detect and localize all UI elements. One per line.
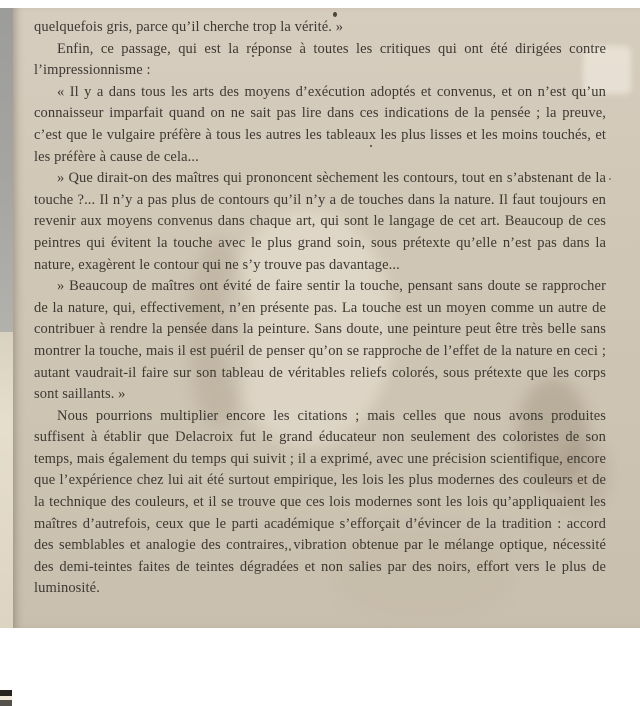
text-block: [34, 17, 606, 600]
paragraph: » Beaucoup de maîtres ont évité de faire sentir la touche, pensant sans doute se rapprocher de la nature, qui, effectivement, n’en présente pas. La touche est un moyen comme un autre de contribuer à rendre la pensée dans la peinture. Sans doute, une peinture peut être très belle sans montrer la touche, mais il est puéril de penser qu’on se rapproche de l’effet de la nature en ceci ; autant vaudrait-il faire sur son tableau de véritables reliefs colorés, sous prétexte que les corps sont saillants. »: [34, 278, 606, 403]
paragraph: » Que dirait-on des maîtres qui prononcent sèchement les contours, tout en s’abstenant de la touche ?... Il n’y a pas plus de contours qu’il n’y a de touches dans la nature. Il faut toujours en revenir aux moyens convenus dans chaque art, qui sont le langage de cet art. Beaucoup de ces peintres qui évitent la touche avec le plus grand soin, sous prétexte qu’elle n’est pas dans la nature, exagèrent le contour qui ne s’y trouve pas davantage...: [34, 170, 606, 273]
page-edge-dark-band: [0, 700, 12, 706]
gray-backdrop: [0, 8, 14, 332]
paper-speck: [609, 178, 611, 180]
book-page-edges: [0, 332, 13, 628]
photo-frame-top: [0, 0, 640, 8]
paragraph: « Il y a dans tous les arts des moyens d’exécution adoptés et convenus, et on n’est qu’un connaisseur imparfait quand on ne sait pas lire dans ces indications de la pensée ; la preuve, c’est que le vulgaire préfère à tous les autres les tableaux les plus lisses et les moins touchés, et les préfère à cause de cela...: [34, 83, 606, 165]
paragraph: quelquefois gris, parce qu’il cherche trop la vérité. »: [34, 19, 344, 35]
paragraph: Enfin, ce passage, qui est la réponse à toutes les critiques qui ont été dirigées contre l’impressionnisme :: [34, 40, 606, 79]
paragraph: Nous pourrions multiplier encore les citations ; mais celles que nous avons produites suffisent à établir que Delacroix fut le grand éducateur non seulement des coloristes de son temps, mais également du temps qui suivit ; il a exprimé, avec une précision scientifique, encore que l’expérience chez lui ait été surtout empirique, les lois les plus modernes des couleurs et de la technique des couleurs, et il se trouve que ces lois modernes sont les lois qu’appliquaient les maîtres d’autrefois, ceux que le parti académique s’efforçait d’évincer de la tradition : accord des semblables et analogie des contraires, vibration obtenue par le mélange optique, nécessité des demi-teintes faites de teintes dégradées et non salies par des noirs, effort vers le plus de luminosité.: [34, 407, 606, 597]
book-page-photo: [0, 8, 640, 628]
photo-frame-bottom: [0, 628, 640, 640]
